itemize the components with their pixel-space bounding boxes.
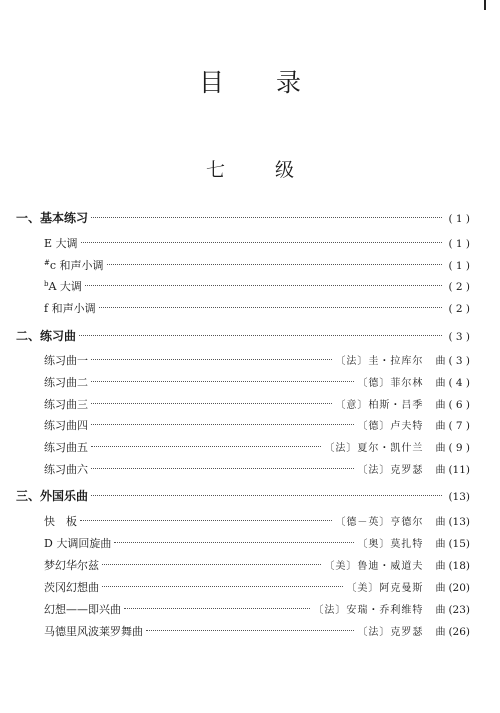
dot-leader [114,542,354,543]
page-number: ( 7 ) [448,420,470,432]
entry-label: 练习曲五 [44,441,88,454]
dot-leader [91,495,442,496]
qu-marker: 曲 [435,378,446,389]
toc-section-basic-exercises[interactable] [16,209,470,227]
toc-entry[interactable] [44,352,470,370]
entry-label: 练习曲三 [44,398,88,411]
dot-leader [102,564,321,565]
toc-section-etudes[interactable] [16,327,470,345]
toc-entry[interactable] [44,278,470,296]
qu-marker: 曲 [435,465,446,476]
composer: 〔法〕圭・拉库尔 [335,356,424,367]
composer: 〔德〕卢夫特 [357,421,424,432]
toc-entry[interactable] [44,461,470,479]
level-heading: 七 级 [205,159,317,181]
qu-marker: 曲 [435,400,446,411]
toc-entry[interactable] [44,439,470,457]
page-number: ( 1 ) [448,260,470,272]
dot-leader [124,608,310,609]
toc-entry[interactable] [44,579,470,597]
qu-marker: 曲 [435,583,446,594]
dot-leader [99,307,443,308]
qu-marker: 曲 [435,517,446,528]
entry-label: D 大调回旋曲 [44,537,112,550]
dot-leader [91,424,354,425]
composer: 〔法〕克罗瑟 [357,627,424,638]
dot-leader [79,335,442,336]
page-number: (23) [448,604,470,616]
entry-label: 练习曲一 [44,354,88,367]
toc-entry[interactable] [44,374,470,392]
entry-label: 练习曲六 [44,463,88,476]
toc-entry[interactable] [44,623,470,641]
section-label: 三、外国乐曲 [16,489,89,503]
entry-label: 幻想——即兴曲 [44,603,121,616]
qu-marker: 曲 [435,421,446,432]
entry-label: 练习曲二 [44,376,88,389]
page-number: (11) [448,464,470,476]
composer: 〔意〕柏斯・吕季 [335,400,424,411]
toc-entry[interactable] [44,235,470,253]
dot-leader [91,446,321,447]
toc-entry[interactable] [44,557,470,575]
dot-leader [91,468,354,469]
dot-leader [80,520,332,521]
toc-entry[interactable] [44,513,470,531]
dot-leader [91,403,332,404]
toc-entry[interactable] [44,535,470,553]
page-number: ( 2 ) [448,303,470,315]
page-number: ( 1 ) [448,213,470,225]
toc-section-foreign-pieces[interactable] [16,487,470,505]
qu-marker: 曲 [435,443,446,454]
page-number: ( 3 ) [448,331,470,343]
entry-label: 马德里风波莱罗舞曲 [44,625,143,638]
qu-marker: 曲 [435,627,446,638]
page-number: ( 1 ) [448,238,470,250]
toc-entry[interactable] [44,417,470,435]
sharp-sign: # [44,259,50,267]
page-number: ( 9 ) [448,442,470,454]
section-label: 二、练习曲 [16,329,77,343]
toc-entry[interactable] [44,396,470,414]
qu-marker: 曲 [435,605,446,616]
toc-entry[interactable] [44,257,470,275]
qu-marker: 曲 [435,539,446,550]
dot-leader [146,630,354,631]
entry-label: 梦幻华尔兹 [44,559,99,572]
composer: 〔法〕安瑞・乔利维特 [313,605,424,616]
dot-leader [107,264,443,265]
page-number: ( 6 ) [448,399,470,411]
page-number: (20) [448,582,470,594]
section-label: 一、基本练习 [16,211,89,225]
flat-sign: b [44,280,49,288]
entry-label: 快 板 [44,515,77,528]
page-number: (15) [448,538,470,550]
composer: 〔德〕菲尔林 [357,378,424,389]
dot-leader [81,242,443,243]
toc-entry[interactable] [44,601,470,619]
qu-marker: 曲 [435,356,446,367]
qu-marker: 曲 [435,561,446,572]
composer: 〔美〕阿克曼斯 [346,583,424,594]
entry-label: E 大调 [44,237,78,250]
entry-label: $^b$A 大调 [44,280,82,293]
composer: 〔法〕克罗瑟 [357,465,424,476]
page-number: (13) [448,516,470,528]
dot-leader [91,359,332,360]
composer: 〔法〕夏尔・凯什兰 [324,443,424,454]
entry-label: 练习曲四 [44,419,88,432]
composer: 〔美〕鲁迪・威道夫 [324,561,424,572]
page-number: (26) [448,626,470,638]
page-number: ( 4 ) [448,377,470,389]
page-number: ( 2 ) [448,281,470,293]
dot-leader [102,586,343,587]
entry-label: f 和声小调 [44,302,96,315]
dot-leader [91,217,442,218]
dot-leader [91,381,354,382]
entry-label: #c 和声小调 [44,259,104,272]
toc-title: 目 录 [199,68,323,97]
entry-label: 茨冈幻想曲 [44,581,99,594]
composer: 〔德－英〕亨德尔 [335,517,424,528]
dot-leader [85,285,443,286]
page-number: ( 3 ) [448,355,470,367]
toc-entry[interactable] [44,300,470,318]
page-number: (18) [448,560,470,572]
composer: 〔奥〕莫扎特 [357,539,424,550]
page-number: (13) [448,491,470,503]
